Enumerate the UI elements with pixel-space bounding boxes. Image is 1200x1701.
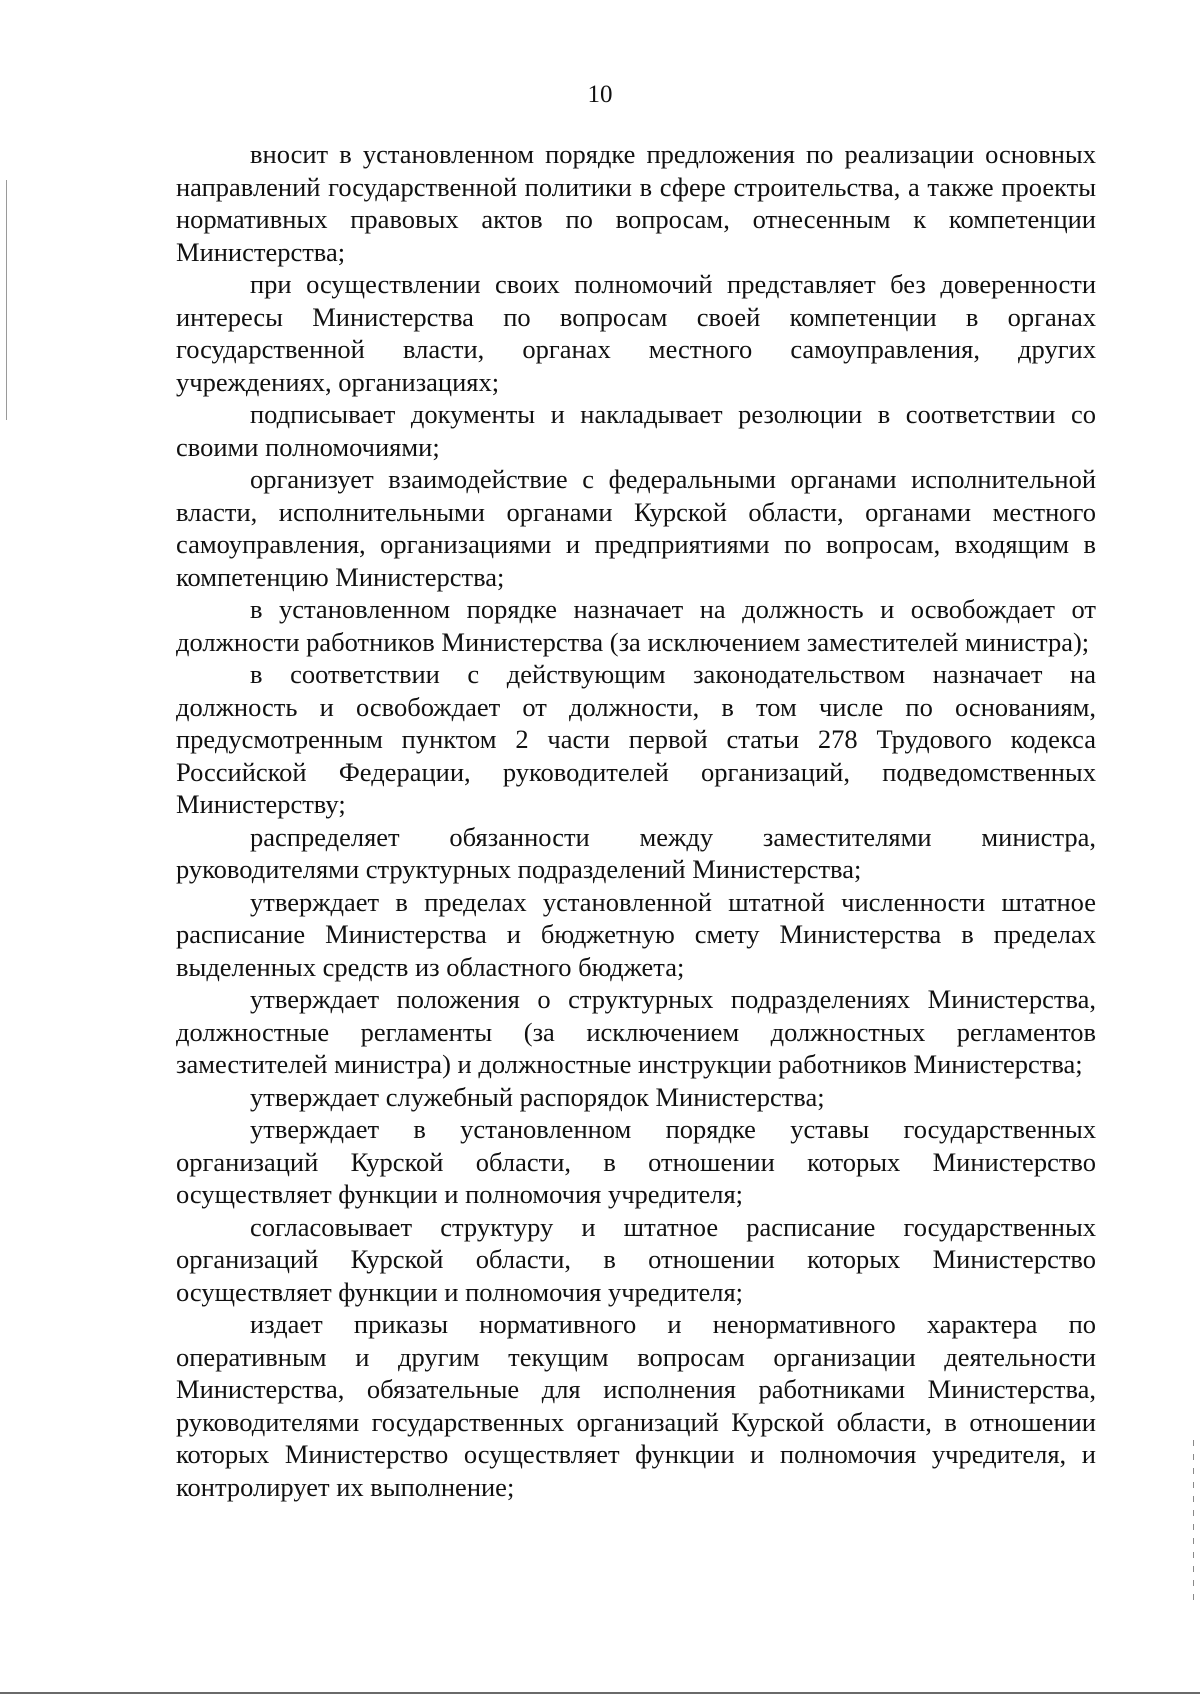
paragraph: издает приказы нормативного и ненормативного характера по оперативным и другим текущим вопросам организации деятельности Министерства, обязательные для исполнения работниками Министерства, руководителями государственных организаций Курской области, в отношении которых Министерство осуществляет функции и полномочия учредителя, и контролирует их выполнение; (176, 1309, 1096, 1502)
paragraph: утверждает в установленном порядке уставы государственных организаций Курской области, в отношении которых Министерство осуществляет функции и полномочия учредителя; (176, 1114, 1096, 1209)
paragraph: утверждает в пределах установленной штатной численности штатное расписание Министерства и бюджетную смету Министерства в пределах выделенных средств из областного бюджета; (176, 886, 1096, 982)
paragraph: утверждает положения о структурных подразделениях Министерства, должностные регламенты (за исключением должностных регламентов заместителей министра) и должностные инструкции работников Министерства; (176, 984, 1096, 1079)
document-body (176, 138, 1096, 1503)
paragraph: утверждает служебный распорядок Министерства; (250, 1081, 825, 1112)
paragraph: подписывает документы и накладывает резолюции в соответствии со своими полномочиями; (176, 399, 1096, 462)
paragraph: в соответствии с действующим законодательством назначает на должность и освобождает от должности, в том числе по основаниям, предусмотренным пунктом 2 части первой статьи 278 Трудового кодекса Российской Федерации, руководителей организаций, подведомственных Министерству; (176, 659, 1096, 819)
scan-edge-mark (6, 180, 7, 420)
paragraph: при осуществлении своих полномочий представляет без доверенности интересы Министерства по вопросам своей компетенции в органах государственной власти, органах местного самоуправления, других учреждениях, организациях; (176, 269, 1096, 397)
page-number: 10 (587, 81, 613, 108)
scan-edge-line (0, 1692, 1200, 1694)
paragraph: в установленном порядке назначает на должность и освобождает от должности работников Министерства (за исключением заместителей министра); (176, 594, 1096, 657)
paragraph: распределяет обязанности между заместителями министра, руководителями структурных подразделений Министерства; (176, 821, 1096, 884)
paragraph: согласовывает структуру и штатное расписание государственных организаций Курской области, в отношении которых Министерство осуществляет функции и полномочия учредителя; (176, 1211, 1096, 1307)
paragraph: вносит в установленном порядке предложения по реализации основных направлений государственной политики в сфере строительства, а также проекты нормативных правовых актов по вопросам, отнесенным к компетенции Министерства; (176, 139, 1096, 267)
scan-edge-mark (1193, 1440, 1194, 1600)
paragraph: организует взаимодействие с федеральными органами исполнительной власти, исполнительными органами Курской области, органами местного самоуправления, организациями и предприятиями по вопросам, входящим в компетенцию Министерства; (176, 464, 1096, 592)
